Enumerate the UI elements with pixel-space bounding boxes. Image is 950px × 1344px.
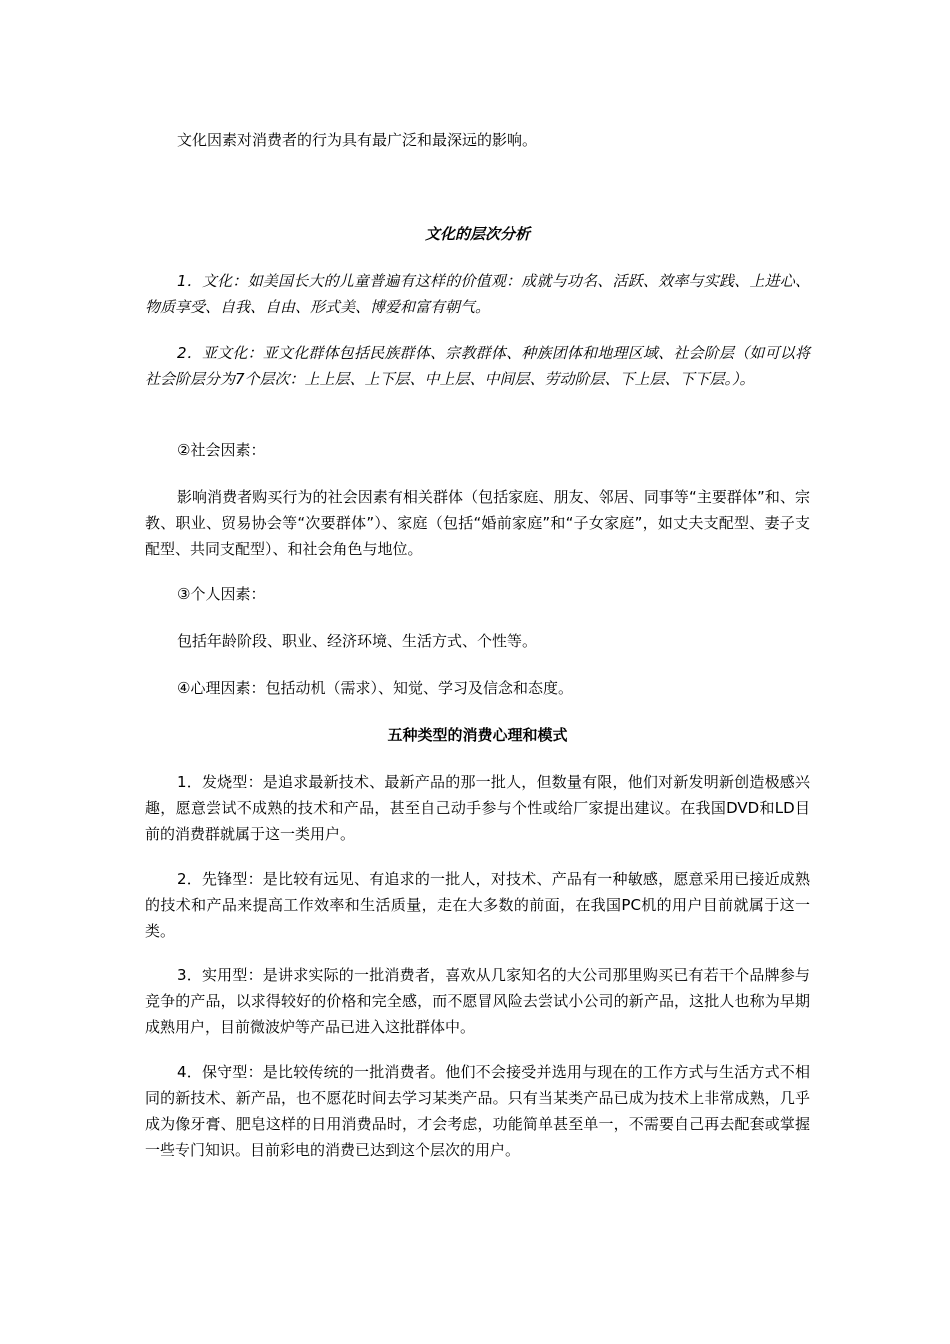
section-title-five-types: 五种类型的消费心理和模式 — [387, 726, 568, 744]
type-item-1: 1．发烧型：是追求最新技术、最新产品的那一批人，但数量有限，他们对新发明新创造极感兴趣，愿意尝试不成熟的技术和产品，甚至自己动手参与个性或给厂家提出建议。在我国DVD和LD目前的消费群就属于这一类用户。 — [145, 773, 810, 843]
social-factors-text: 影响消费者购买行为的社会因素有相关群体（包括家庭、朋友、邻居、同事等“主要群体”和、宗教、职业、贸易协会等“次要群体”）、家庭（包括“婚前家庭”和“子女家庭”，如丈夫支配型、妻子支配型、共同支配型）、和社会角色与地位。 — [145, 488, 810, 558]
culture-item-1: 1．文化：如美国长大的儿童普遍有这样的价值观：成就与功名、活跃、效率与实践、上进心、物质享受、自我、自由、形式美、博爱和富有朝气。 — [145, 272, 810, 316]
section-title-culture-levels: 文化的层次分析 — [424, 225, 530, 243]
type-item-3: 3．实用型：是讲求实际的一批消费者，喜欢从几家知名的大公司那里购买已有若干个品牌参与竞争的产品，以求得较好的价格和完全感，而不愿冒风险去尝试小公司的新产品，这批人也称为早期成熟用户，目前微波炉等产品已进入这批群体中。 — [145, 966, 810, 1036]
type-item-2: 2．先锋型：是比较有远见、有追求的一批人，对技术、产品有一种敏感，愿意采用已接近成熟的技术和产品来提高工作效率和生活质量，走在大多数的前面，在我国PC机的用户目前就属于这一类。 — [145, 870, 810, 940]
type-item-4: 4．保守型：是比较传统的一批消费者。他们不会接受并选用与现在的工作方式与生活方式不相同的新技术、新产品，也不愿花时间去学习某类产品。只有当某类产品已成为技术上非常成熟，几乎成为像牙膏、肥皂这样的日用消费品时，才会考虑，功能简单甚至单一，不需要自己再去配套或掌握一些专门知识。目前彩电的消费已达到这个层次的用户。 — [145, 1063, 810, 1159]
personal-factors-text: 包括年龄阶段、职业、经济环境、生活方式、个性等。 — [177, 632, 538, 650]
intro-paragraph: 文化因素对消费者的行为具有最广泛和最深远的影响。 — [177, 131, 538, 149]
culture-item-2: 2．亚文化：亚文化群体包括民族群体、宗教群体、种族团体和地理区域、社会阶层（如可以将社会阶层分为7个层次：上上层、上下层、中上层、中间层、劳动阶层、下上层、下下层。）。 — [145, 344, 810, 388]
psychological-factors-text: ④心理因素：包括动机（需求）、知觉、学习及信念和态度。 — [177, 679, 573, 697]
personal-factors-heading: ③个人因素： — [177, 585, 266, 603]
social-factors-heading: ②社会因素： — [177, 441, 266, 459]
